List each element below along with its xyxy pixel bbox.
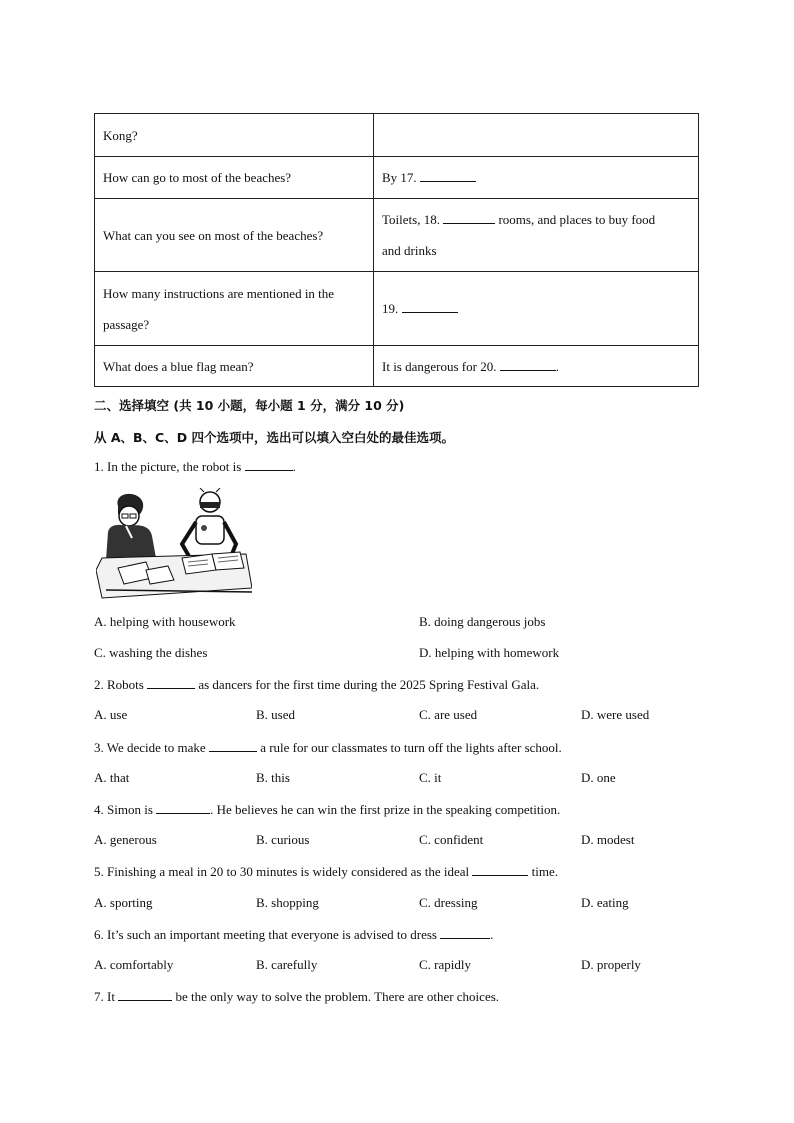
option-a[interactable]: A. that: [94, 770, 130, 785]
option-c[interactable]: C. are used: [419, 707, 478, 722]
option-d[interactable]: D. were used: [581, 707, 650, 722]
answer-blank[interactable]: [118, 988, 172, 1001]
table-row: [95, 114, 699, 157]
option-c[interactable]: C. washing the dishes: [94, 645, 208, 660]
answer-blank[interactable]: [443, 211, 495, 224]
info-table: [94, 113, 699, 387]
option-b[interactable]: B. shopping: [256, 895, 319, 910]
table-answer: [374, 157, 699, 199]
stem-text: .: [490, 927, 494, 942]
answer-prefix: Toilets, 18.: [382, 212, 440, 227]
answer-prefix: By 17.: [382, 170, 417, 185]
answer-blank[interactable]: [402, 300, 458, 313]
option-b[interactable]: B. used: [256, 707, 295, 722]
option-a[interactable]: A. use: [94, 707, 128, 722]
stem-text: as dancers for the first time during the 2025 Spring Festival Gala.: [198, 677, 540, 692]
answer-blank[interactable]: [209, 739, 257, 752]
option-a[interactable]: A. comfortably: [94, 957, 174, 972]
stem-text: 2. Robots: [94, 677, 144, 692]
question-line1: How many instructions are mentioned in the: [103, 285, 335, 301]
table-answer: [374, 114, 699, 157]
table-question: What can you see on most of the beaches?: [95, 199, 374, 272]
answer-prefix: It is dangerous for 20.: [382, 358, 497, 374]
option-b[interactable]: B. this: [256, 770, 290, 785]
answer-blank[interactable]: [147, 676, 195, 689]
question-stem: [94, 676, 539, 693]
question-stem: [94, 739, 562, 756]
answer-blank[interactable]: [440, 926, 490, 939]
table-answer: [374, 346, 699, 387]
answer-prefix: 19.: [382, 301, 399, 316]
question-stem: [94, 458, 296, 475]
option-c[interactable]: C. it: [419, 770, 442, 785]
section-heading: 二、选择填空 (共 10 小题，每小题 1 分，满分 10 分): [94, 398, 405, 413]
table-row: [95, 272, 699, 346]
option-b[interactable]: B. doing dangerous jobs: [419, 614, 546, 629]
robot-homework-illustration: [96, 488, 252, 600]
table-row: [95, 346, 699, 387]
stem-text: 4. Simon is: [94, 802, 153, 817]
option-d[interactable]: D. modest: [581, 832, 635, 847]
answer-line2: and drinks: [382, 243, 437, 258]
option-d[interactable]: D. eating: [581, 895, 629, 910]
table-question: How can go to most of the beaches?: [95, 157, 374, 199]
stem-text: 7. It: [94, 989, 115, 1004]
question-line2: passage?: [103, 316, 150, 332]
option-d[interactable]: D. properly: [581, 957, 641, 972]
question-stem: [94, 801, 560, 818]
stem-text: . He believes he can win the first prize in the speaking competition.: [210, 802, 561, 817]
option-a[interactable]: A. sporting: [94, 895, 153, 910]
table-row: [95, 157, 699, 199]
option-c[interactable]: C. confident: [419, 832, 484, 847]
table-row: [95, 199, 699, 272]
question-stem: [94, 926, 493, 943]
option-c[interactable]: C. rapidly: [419, 957, 471, 972]
stem-text: time.: [531, 864, 558, 879]
option-c[interactable]: C. dressing: [419, 895, 478, 910]
stem-text: a rule for our classmates to turn off the lights after school.: [260, 740, 562, 755]
answer-blank[interactable]: [245, 458, 293, 471]
answer-suffix: .: [555, 358, 559, 374]
option-b[interactable]: B. carefully: [256, 957, 318, 972]
option-b[interactable]: B. curious: [256, 832, 310, 847]
answer-blank[interactable]: [420, 169, 476, 182]
option-a[interactable]: A. generous: [94, 832, 157, 847]
table-question: [95, 272, 374, 346]
table-question: What does a blue flag mean?: [95, 346, 374, 387]
stem-text: be the only way to solve the problem. There are other choices.: [175, 989, 500, 1004]
table-answer: [374, 272, 699, 346]
option-a[interactable]: A. helping with housework: [94, 614, 236, 629]
stem-text: .: [292, 459, 296, 474]
table-answer: [374, 199, 699, 272]
answer-blank[interactable]: [500, 358, 556, 371]
stem-text: 3. We decide to make: [94, 740, 206, 755]
option-d[interactable]: D. helping with homework: [419, 645, 560, 660]
stem-text: 6. It’s such an important meeting that everyone is advised to dress: [94, 927, 437, 942]
stem-text: 1. In the picture, the robot is: [94, 459, 242, 474]
table-question: Kong?: [95, 114, 374, 157]
section-instruction: 从 A、B、C、D 四个选项中，选出可以填入空白处的最佳选项。: [94, 430, 454, 445]
question-stem: [94, 988, 499, 1005]
question-stem: [94, 863, 558, 880]
answer-blank[interactable]: [156, 801, 210, 814]
answer-blank[interactable]: [472, 863, 528, 876]
answer-suffix: rooms, and places to buy food: [498, 212, 656, 227]
option-d[interactable]: D. one: [581, 770, 616, 785]
stem-text: 5. Finishing a meal in 20 to 30 minutes is widely considered as the ideal: [94, 864, 470, 879]
